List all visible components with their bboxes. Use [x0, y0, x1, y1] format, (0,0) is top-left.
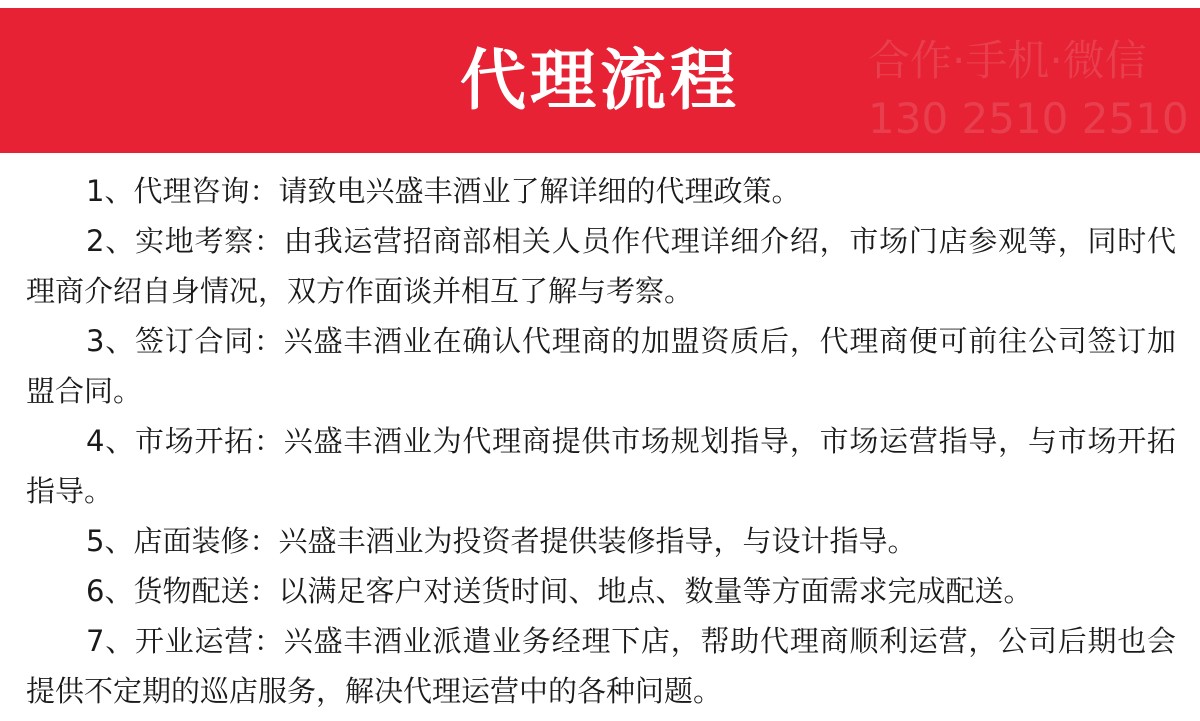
step-goods-delivery: 6、货物配送：以满足客户对送货时间、地点、数量等方面需求完成配送。: [86, 574, 1033, 608]
step-site-inspection: 2、实地考察：由我运营招商部相关人员作代理详细介绍，市场门店参观等，同时代理商介绍自身情况，双方作面谈并相互了解与考察。: [26, 224, 1176, 308]
page-title: 代理流程: [460, 42, 740, 119]
step-store-decoration: 5、店面装修：兴盛丰酒业为投资者提供装修指导，与设计指导。: [86, 524, 917, 558]
process-steps-list: [26, 166, 1176, 716]
step-sign-contract: 3、签订合同：兴盛丰酒业在确认代理商的加盟资质后，代理商便可前往公司签订加盟合同。: [26, 324, 1176, 408]
contact-watermark: [868, 32, 1189, 148]
step-consultation: 1、代理咨询：请致电兴盛丰酒业了解详细的代理政策。: [86, 174, 801, 208]
step-opening-operation: 7、开业运营：兴盛丰酒业派遣业务经理下店，帮助代理商顺利运营，公司后期也会提供不定期的巡店服务，解决代理运营中的各种问题。: [26, 624, 1176, 708]
watermark-line-2: 130 2510 2510: [868, 94, 1189, 143]
watermark-line-1: 合作·手机·微信: [868, 36, 1147, 85]
header-banner: [0, 8, 1200, 153]
step-market-development: 4、市场开拓：兴盛丰酒业为代理商提供市场规划指导，市场运营指导，与市场开拓指导。: [26, 424, 1176, 508]
